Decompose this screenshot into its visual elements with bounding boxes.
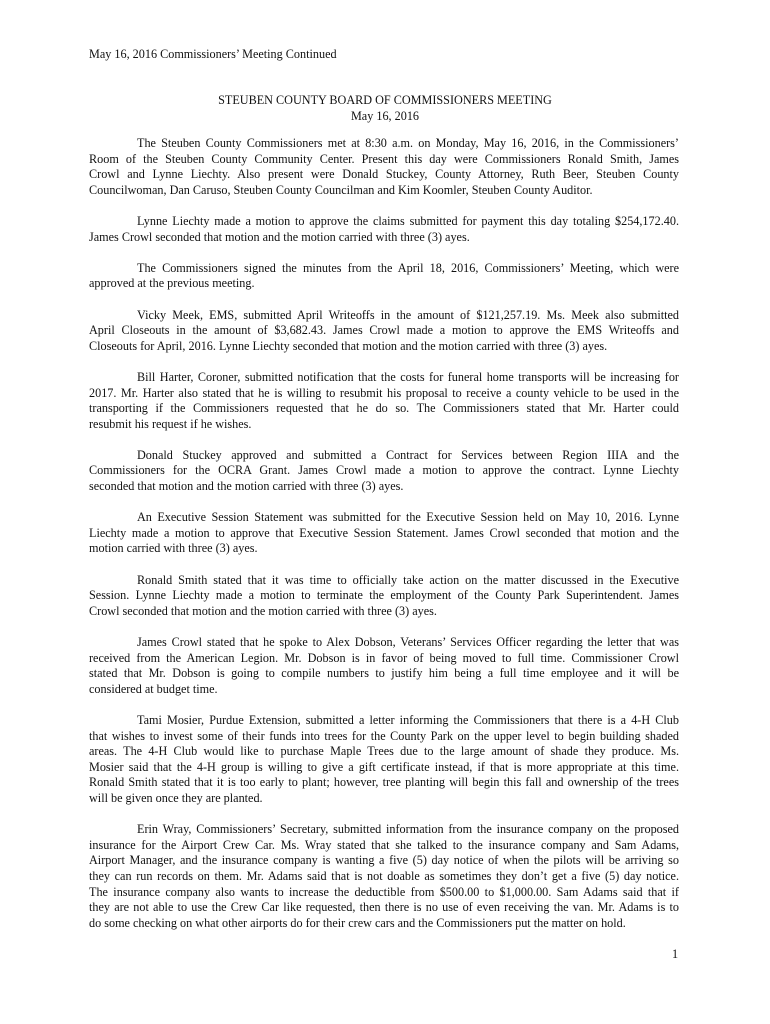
paragraph-line: Mosier said that the 4-H group is willing to give a gift certificate instead, if that is more appropriate at this time.	[89, 759, 679, 774]
paragraph-line: Room of the Steuben County Community Center. Present this day were Commissioners Ronald Smith, James	[89, 151, 679, 166]
paragraph-line: Councilwoman, Dan Caruso, Steuben County Councilman and Kim Koomler, Steuben County Auditor.	[89, 182, 593, 197]
page-number: 1	[672, 947, 679, 961]
paragraph-line: Commissioners for the OCRA Grant. James Crowl made a motion to approve the contract. Lynne Liechty	[89, 463, 679, 478]
minutes-paragraph	[89, 713, 679, 807]
minutes-paragraph	[89, 370, 679, 432]
paragraph-line: transporting if the Commissioners requested that he do so. The Commissioners stated that Mr. Harter could	[89, 401, 679, 416]
paragraph-line: resubmit his request if he wishes.	[89, 416, 252, 431]
minutes-paragraph	[89, 822, 679, 931]
paragraph-line: Tami Mosier, Purdue Extension, submitted a letter informing the Commissioners that there is a 4-H Club	[137, 712, 679, 727]
paragraph-line: they can run records on them. Mr. Adams said that is not doable as sometimes they don’t get a five (5) day notice.	[89, 868, 679, 883]
paragraph-line: do some checking on what other airports do for their crew cars and the Commissioners put the matter on hold.	[89, 915, 626, 930]
paragraph-line: areas. The 4-H Club would like to purchase Maple Trees due to the large amount of shade they produce. Ms.	[89, 744, 679, 759]
paragraph-line: considered at budget time.	[89, 681, 218, 696]
paragraph-line: James Crowl stated that he spoke to Alex Dobson, Veterans’ Services Officer regarding the letter that was	[137, 635, 679, 649]
minutes-paragraph	[89, 448, 679, 495]
document-title: STEUBEN COUNTY BOARD OF COMMISSIONERS MEETING	[218, 93, 552, 107]
paragraph-line: that wishes to invest some of their funds into trees for the County Park on the upper level to begin building shaded	[89, 728, 679, 743]
paragraph-line: An Executive Session Statement was submitted for the Executive Session held on May 10, 2016. Lynne	[137, 510, 679, 525]
paragraph-line: James Crowl seconded that motion and the motion carried with three (3) ayes.	[89, 229, 470, 244]
paragraph-line: received from the American Legion. Mr. Dobson is in favor of being moved to full time. Commissioner Crowl	[89, 650, 679, 665]
paragraph-line: April Closeouts in the amount of $3,682.43. James Crowl made a motion to approve the EMS Writeoffs and	[89, 323, 679, 338]
paragraph-line: approved at the previous meeting.	[89, 276, 255, 291]
paragraph-line: 2017. Mr. Harter also stated that he is willing to resubmit his proposal to receive a county vehicle to be used in the	[89, 385, 679, 400]
minutes-paragraph	[89, 214, 679, 245]
minutes-body	[89, 136, 679, 947]
paragraph-line: Ronald Smith stated that it is too early to plant; however, tree planting will begin this fall and ownership of the trees	[89, 775, 679, 790]
minutes-paragraph	[89, 261, 679, 292]
paragraph-line: seconded that motion and the motion carried with three (3) ayes.	[89, 479, 404, 494]
paragraph-line: insurance for the Airport Crew Car. Ms. Wray stated that she talked to the insurance company and Sam Adams,	[89, 837, 679, 852]
paragraph-line: they are not able to use the Crew Car like requested, then there is no use of even receiving the van. Mr. Adams is to	[89, 900, 679, 915]
paragraph-line: Donald Stuckey approved and submitted a Contract for Services between Region IIIA and the	[137, 447, 679, 462]
minutes-paragraph	[89, 573, 679, 620]
paragraph-line: Ronald Smith stated that it was time to officially take action on the matter discussed in the Executive	[137, 572, 679, 587]
paragraph-line: Lynne Liechty made a motion to approve the claims submitted for payment this day totaling $254,172.40.	[137, 213, 679, 228]
paragraph-line: Crowl seconded that motion and the motion carried with three (3) ayes.	[89, 603, 437, 618]
paragraph-line: Closeouts for April, 2016. Lynne Liechty seconded that motion and the motion carried with three (3) ayes.	[89, 338, 608, 353]
paragraph-line: The Steuben County Commissioners met at 8:30 a.m. on Monday, May 16, 2016, in the Commissioners’	[137, 136, 679, 150]
minutes-paragraph	[89, 136, 679, 198]
paragraph-line: stated that Mr. Dobson is going to compile numbers to justify him being a full time employee and it will be	[89, 666, 679, 681]
paragraph-line: Bill Harter, Coroner, submitted notification that the costs for funeral home transports will be increasing for	[137, 369, 679, 384]
meeting-date: May 16, 2016	[350, 109, 420, 123]
paragraph-line: motion carried with three (3) ayes.	[89, 541, 258, 556]
minutes-paragraph	[89, 510, 679, 557]
minutes-paragraph	[89, 308, 679, 355]
paragraph-line: The insurance company also wants to increase the deductible from $500.00 to $1,000.00. Sam Adams said that if	[89, 884, 679, 899]
document-title-block	[0, 92, 770, 124]
paragraph-line: Erin Wray, Commissioners’ Secretary, submitted information from the insurance company on the proposed	[137, 822, 679, 837]
paragraph-line: Session. Lynne Liechty made a motion to terminate the employment of the County Park Superintendent. James	[89, 588, 679, 603]
running-header: May 16, 2016 Commissioners’ Meeting Continued	[89, 47, 337, 61]
paragraph-line: Crowl and Lynne Liechty. Also present were Donald Stuckey, County Attorney, Ruth Beer, Steuben County	[89, 167, 679, 182]
paragraph-line: Liechty made a motion to approve that Executive Session Statement. James Crowl seconded that motion and the	[89, 525, 679, 540]
paragraph-line: Vicky Meek, EMS, submitted April Writeoffs in the amount of $121,257.19. Ms. Meek also submitted	[137, 307, 679, 322]
paragraph-line: The Commissioners signed the minutes from the April 18, 2016, Commissioners’ Meeting, which were	[137, 260, 679, 275]
paragraph-line: will be given once they are planted.	[89, 790, 263, 805]
minutes-paragraph	[89, 635, 679, 697]
paragraph-line: Airport Manager, and the insurance company is wanting a five (5) day notice of when the pilots will be arriving so	[89, 853, 679, 868]
